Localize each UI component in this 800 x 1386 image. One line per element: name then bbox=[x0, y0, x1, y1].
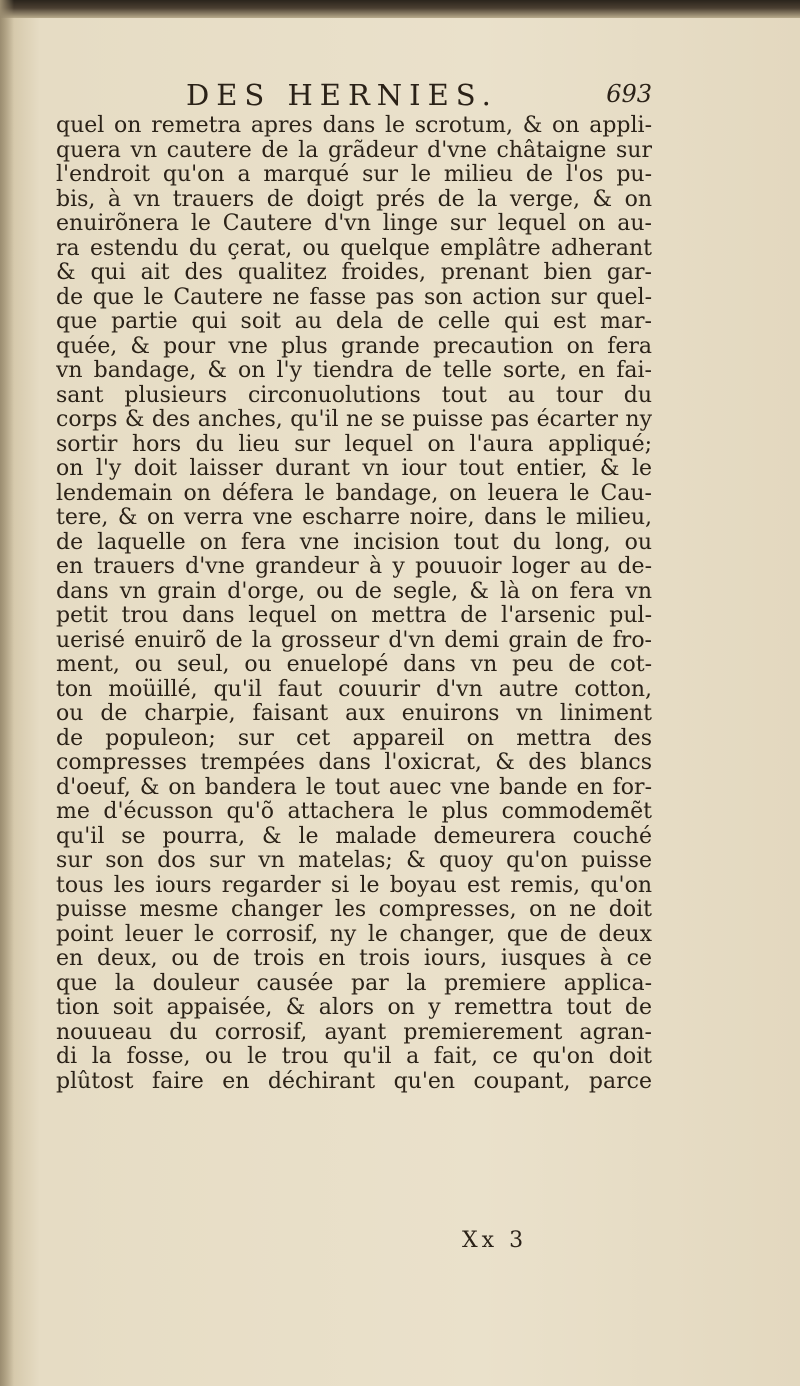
text-line: enuirõnera le Cautere d'vn linge sur lequel on au- bbox=[56, 212, 652, 236]
text-line: dans vn grain d'orge, ou de segle, & là on fera vn bbox=[56, 579, 652, 604]
text-line: di la fosse, ou le trou qu'il a fait, ce qu'on doit bbox=[56, 1045, 652, 1069]
text-line: nouueau du corrosif, ayant premierement agran- bbox=[56, 1020, 652, 1045]
text-line: quée, & pour vne plus grande precaution on fera bbox=[56, 334, 652, 359]
page-number: 693 bbox=[606, 80, 652, 108]
text-line: on l'y doit laisser durant vn iour tout entier, & le bbox=[56, 457, 652, 481]
running-title: DES HERNIES. bbox=[186, 78, 498, 112]
text-line: plûtost faire en déchirant qu'en coupant, parce bbox=[56, 1069, 652, 1094]
text-line: vn bandage, & on l'y tiendra de telle sorte, en fai- bbox=[56, 359, 652, 383]
signature-mark: Xx 3 bbox=[462, 1228, 528, 1253]
text-line: que la douleur causée par la premiere applica- bbox=[56, 971, 652, 996]
text-line: en deux, ou de trois en trois iours, iusques à ce bbox=[56, 947, 652, 971]
text-line: d'oeuf, & on bandera le tout auec vne bande en for- bbox=[56, 775, 652, 800]
text-line: que partie qui soit au dela de celle qui est mar- bbox=[56, 310, 652, 334]
text-line: tere, & on verra vne escharre noire, dans le milieu, bbox=[56, 506, 652, 530]
text-line: bis, à vn trauers de doigt prés de la verge, & on bbox=[56, 187, 652, 212]
page-top-edge bbox=[0, 0, 800, 18]
text-line: en trauers d'vne grandeur à y pouuoir loger au de- bbox=[56, 555, 652, 579]
text-line: qu'il se pourra, & le malade demeurera couché bbox=[56, 824, 652, 849]
text-line: l'endroit qu'on a marqué sur le milieu de l'os pu- bbox=[56, 163, 652, 187]
text-line: quera vn cautere de la grãdeur d'vne châtaigne sur bbox=[56, 138, 652, 163]
text-line: ton moüillé, qu'il faut couurir d'vn autre cotton, bbox=[56, 677, 652, 702]
text-line: corps & des anches, qu'il ne se puisse pas écarter ny bbox=[56, 408, 652, 432]
text-line: ment, ou seul, ou enuelopé dans vn peu de cot- bbox=[56, 653, 652, 677]
text-line: petit trou dans lequel on mettra de l'arsenic pul- bbox=[56, 604, 652, 628]
text-line: point leuer le corrosif, ny le changer, que de deux bbox=[56, 922, 652, 947]
text-line: sur son dos sur vn matelas; & quoy qu'on puisse bbox=[56, 849, 652, 873]
text-line: sant plusieurs circonuolutions tout au tour du bbox=[56, 383, 652, 408]
text-line: & qui ait des qualitez froides, prenant bien gar- bbox=[56, 261, 652, 285]
page-gutter-shadow bbox=[0, 0, 14, 1386]
text-line: ra estendu du çerat, ou quelque emplâtre adherant bbox=[56, 236, 652, 261]
text-line: de laquelle on fera vne incision tout du long, ou bbox=[56, 530, 652, 555]
text-line: tous les iours regarder si le boyau est remis, qu'on bbox=[56, 873, 652, 898]
text-line: quel on remetra apres dans le scrotum, & on appli- bbox=[56, 114, 652, 138]
text-line: de populeon; sur cet appareil on mettra des bbox=[56, 726, 652, 751]
body-text bbox=[56, 114, 652, 1094]
text-line: tion soit appaisée, & alors on y remettra tout de bbox=[56, 996, 652, 1020]
text-line: uerisé enuirõ de la grosseur d'vn demi grain de fro- bbox=[56, 628, 652, 653]
page-header bbox=[186, 78, 652, 118]
text-line: lendemain on défera le bandage, on leuera le Cau- bbox=[56, 481, 652, 506]
text-line: sortir hors du lieu sur lequel on l'aura appliqué; bbox=[56, 432, 652, 457]
text-line: me d'écusson qu'õ attachera le plus commodemẽt bbox=[56, 800, 652, 824]
text-line: de que le Cautere ne fasse pas son action sur quel- bbox=[56, 285, 652, 310]
text-line: compresses trempées dans l'oxicrat, & des blancs bbox=[56, 751, 652, 775]
text-line: puisse mesme changer les compresses, on ne doit bbox=[56, 898, 652, 922]
text-line: ou de charpie, faisant aux enuirons vn liniment bbox=[56, 702, 652, 726]
